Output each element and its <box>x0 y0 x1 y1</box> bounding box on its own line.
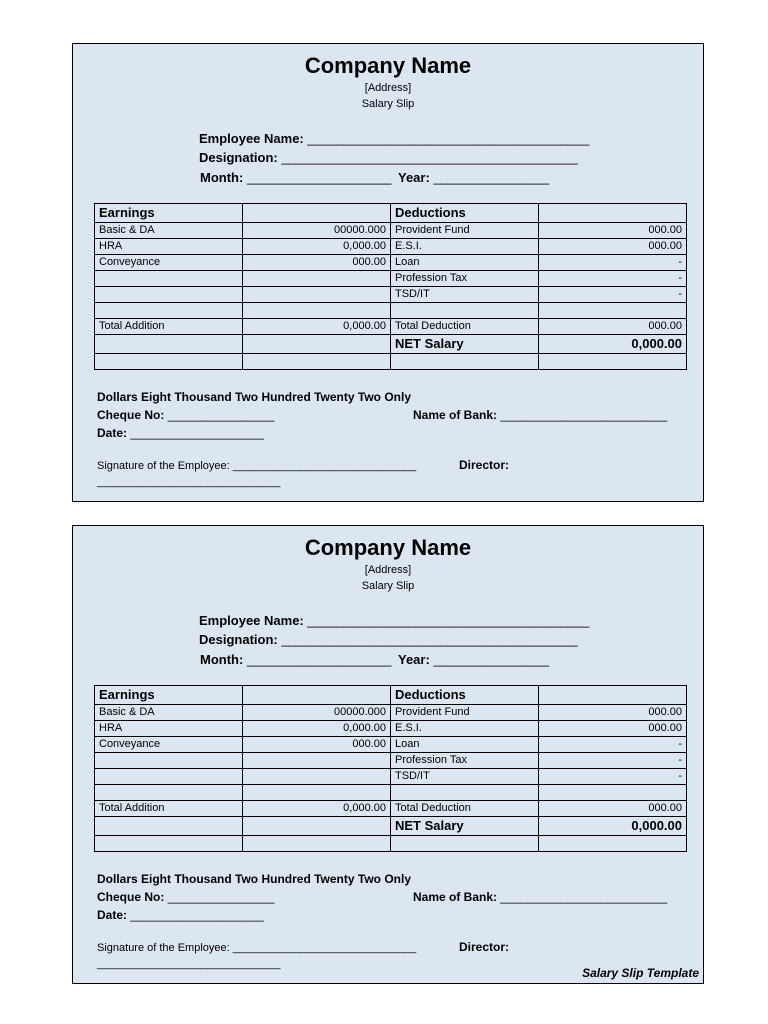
deduction-amount: - <box>539 255 687 271</box>
earning-item: HRA <box>95 239 243 255</box>
table-row <box>95 769 687 785</box>
table-row <box>95 836 687 852</box>
deduction-amount: - <box>539 271 687 287</box>
total-deduction-label: Total Deduction <box>391 319 539 335</box>
earning-amount: 00000.000 <box>243 223 391 239</box>
table-row <box>95 255 687 271</box>
earning-amount <box>243 287 391 303</box>
earning-item <box>95 753 243 769</box>
year-field <box>398 170 549 185</box>
signature-line: ______________________________ <box>232 460 417 472</box>
net-salary-label: NET Salary <box>391 817 539 836</box>
month-label: Month: <box>200 170 244 185</box>
deduction-item <box>391 785 539 801</box>
employee-name-label: Employee Name: <box>199 613 304 628</box>
table-row <box>95 223 687 239</box>
salary-slip-1 <box>72 43 704 502</box>
year-line: ________________ <box>433 652 550 667</box>
deduction-amount: 000.00 <box>539 705 687 721</box>
bank-field <box>413 890 667 904</box>
employee-name-line: _______________________________________ <box>307 131 590 146</box>
total-addition-label: Total Addition <box>95 319 243 335</box>
earning-item <box>95 769 243 785</box>
deduction-item: Profession Tax <box>391 271 539 287</box>
table-row <box>95 785 687 801</box>
director-signature-line: ______________________________ <box>97 476 281 488</box>
earning-item: HRA <box>95 721 243 737</box>
year-field <box>398 652 549 667</box>
month-field <box>200 170 392 185</box>
earning-amount: 000.00 <box>243 255 391 271</box>
deduction-amount: - <box>539 769 687 785</box>
deduction-item <box>391 303 539 319</box>
cheque-label: Cheque No: <box>97 890 165 904</box>
director-label: Director: <box>459 940 510 954</box>
deduction-item: E.S.I. <box>391 721 539 737</box>
cheque-field <box>97 890 274 904</box>
earning-item: Basic & DA <box>95 223 243 239</box>
deduction-item: TSD/IT <box>391 769 539 785</box>
date-label: Date: <box>97 426 128 440</box>
company-name: Company Name <box>304 535 472 560</box>
cheque-label: Cheque No: <box>97 408 165 422</box>
date-field <box>97 908 264 922</box>
earnings-header: Earnings <box>95 204 243 223</box>
earning-amount: 0,000.00 <box>243 239 391 255</box>
designation-line: _________________________________________ <box>281 150 578 165</box>
deduction-amount: 000.00 <box>539 223 687 239</box>
cheque-field <box>97 408 274 422</box>
earning-amount <box>243 303 391 319</box>
director-label: Director: <box>459 458 510 472</box>
earning-amount <box>243 785 391 801</box>
template-label: Salary Slip Template <box>582 966 699 980</box>
month-line: ____________________ <box>246 652 392 667</box>
date-label: Date: <box>97 908 128 922</box>
earning-item <box>95 271 243 287</box>
earning-item <box>95 303 243 319</box>
earning-item: Conveyance <box>95 737 243 753</box>
table-row <box>95 721 687 737</box>
designation-field <box>199 150 578 165</box>
total-deduction-value: 000.00 <box>539 319 687 335</box>
deduction-item: Loan <box>391 255 539 271</box>
amount-in-words: Dollars Eight Thousand Two Hundred Twenty Two Only <box>97 390 411 404</box>
slip-title: Salary Slip <box>361 98 415 110</box>
table-row <box>95 705 687 721</box>
net-salary-row <box>95 335 687 354</box>
table-header-row <box>95 686 687 705</box>
signature-label: Signature of the Employee: <box>97 942 230 954</box>
month-field <box>200 652 392 667</box>
deduction-amount: 000.00 <box>539 721 687 737</box>
total-deduction-value: 000.00 <box>539 801 687 817</box>
deductions-header: Deductions <box>391 204 539 223</box>
deduction-amount: - <box>539 287 687 303</box>
pay-table <box>94 685 687 852</box>
net-salary-value: 0,000.00 <box>539 817 687 836</box>
deduction-item: Provident Fund <box>391 705 539 721</box>
bank-line: _________________________ <box>500 890 668 904</box>
employee-name-field <box>199 131 589 146</box>
cheque-line: ________________ <box>167 408 275 422</box>
table-row <box>95 271 687 287</box>
earning-amount: 0,000.00 <box>243 721 391 737</box>
earning-item <box>95 287 243 303</box>
bank-label: Name of Bank: <box>413 890 498 904</box>
deduction-item: TSD/IT <box>391 287 539 303</box>
date-line: ____________________ <box>130 908 264 922</box>
year-label: Year: <box>398 170 430 185</box>
earning-amount: 00000.000 <box>243 705 391 721</box>
employee-signature <box>97 460 416 472</box>
amount-in-words: Dollars Eight Thousand Two Hundred Twenty Two Only <box>97 872 411 886</box>
pay-table <box>94 203 687 370</box>
employee-name-field <box>199 613 589 628</box>
total-addition-label: Total Addition <box>95 801 243 817</box>
deduction-amount: - <box>539 737 687 753</box>
table-row <box>95 239 687 255</box>
earning-item: Basic & DA <box>95 705 243 721</box>
company-address: [Address] <box>364 82 412 94</box>
table-row <box>95 753 687 769</box>
designation-line: _________________________________________ <box>281 632 578 647</box>
deduction-amount: - <box>539 753 687 769</box>
table-row <box>95 737 687 753</box>
earning-amount: 000.00 <box>243 737 391 753</box>
total-addition-value: 0,000.00 <box>243 319 391 335</box>
table-row <box>95 354 687 370</box>
deductions-header: Deductions <box>391 686 539 705</box>
salary-slip-2 <box>72 525 704 984</box>
slip-title: Salary Slip <box>361 580 415 592</box>
year-label: Year: <box>398 652 430 667</box>
deduction-amount <box>539 303 687 319</box>
table-header-row <box>95 204 687 223</box>
employee-signature <box>97 942 416 954</box>
deduction-amount <box>539 785 687 801</box>
cheque-line: ________________ <box>167 890 275 904</box>
designation-label: Designation: <box>199 150 278 165</box>
table-row <box>95 287 687 303</box>
signature-line: ______________________________ <box>232 942 417 954</box>
earning-amount <box>243 271 391 287</box>
deduction-item: E.S.I. <box>391 239 539 255</box>
designation-label: Designation: <box>199 632 278 647</box>
bank-field <box>413 408 667 422</box>
earnings-header: Earnings <box>95 686 243 705</box>
totals-row <box>95 801 687 817</box>
signature-label: Signature of the Employee: <box>97 460 230 472</box>
earning-amount <box>243 769 391 785</box>
company-name: Company Name <box>304 53 472 78</box>
director-signature-line: ______________________________ <box>97 958 281 970</box>
net-salary-value: 0,000.00 <box>539 335 687 354</box>
year-line: ________________ <box>433 170 550 185</box>
month-line: ____________________ <box>246 170 392 185</box>
total-addition-value: 0,000.00 <box>243 801 391 817</box>
month-label: Month: <box>200 652 244 667</box>
totals-row <box>95 319 687 335</box>
table-row <box>95 303 687 319</box>
employee-name-line: _______________________________________ <box>307 613 590 628</box>
date-line: ____________________ <box>130 426 264 440</box>
earning-amount <box>243 753 391 769</box>
date-field <box>97 426 264 440</box>
earning-item: Conveyance <box>95 255 243 271</box>
earning-item <box>95 785 243 801</box>
deduction-item: Provident Fund <box>391 223 539 239</box>
deduction-item: Loan <box>391 737 539 753</box>
net-salary-label: NET Salary <box>391 335 539 354</box>
deduction-item: Profession Tax <box>391 753 539 769</box>
bank-label: Name of Bank: <box>413 408 498 422</box>
total-deduction-label: Total Deduction <box>391 801 539 817</box>
deduction-amount: 000.00 <box>539 239 687 255</box>
bank-line: _________________________ <box>500 408 668 422</box>
net-salary-row <box>95 817 687 836</box>
company-address: [Address] <box>364 564 412 576</box>
designation-field <box>199 632 578 647</box>
employee-name-label: Employee Name: <box>199 131 304 146</box>
